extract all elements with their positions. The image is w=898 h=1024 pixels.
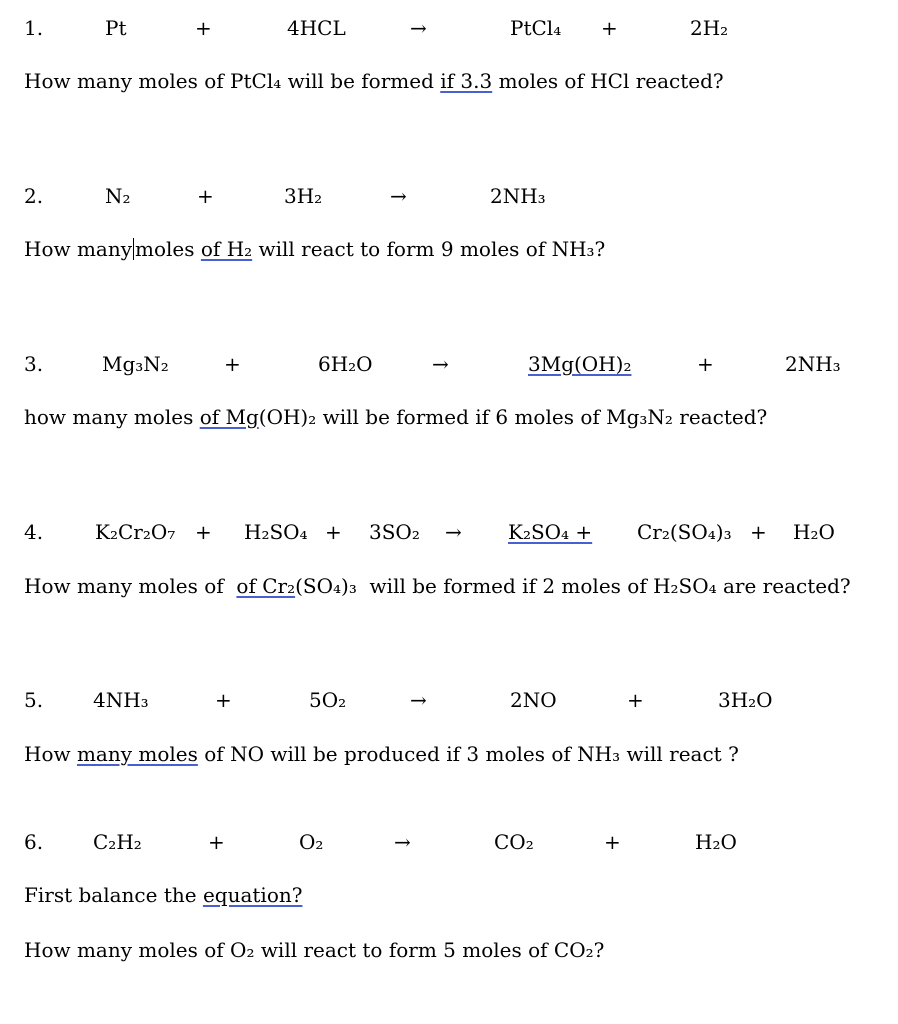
question-text: will react to form 9 moles of NH₃? bbox=[252, 237, 606, 261]
problem-number: 3. bbox=[24, 352, 44, 376]
question-5 bbox=[24, 739, 739, 769]
reactant: H₂SO₄ bbox=[244, 520, 308, 544]
underlined-text: equation? bbox=[202, 883, 303, 907]
question-text: of NO will be produced if 3 moles of NH₃ will react ? bbox=[197, 742, 739, 766]
reactant: Pt bbox=[105, 16, 127, 40]
plus-sign: + bbox=[208, 830, 225, 854]
underlined-text: of Mg bbox=[199, 405, 259, 429]
underlined-text: of H₂ bbox=[200, 237, 253, 261]
question-3 bbox=[24, 402, 767, 432]
reactant: Mg₃N₂ bbox=[102, 352, 169, 376]
underlined-text: many moles bbox=[76, 742, 198, 766]
problem-number: 2. bbox=[24, 184, 44, 208]
question-text: (SO₄)₃ will be formed if 2 moles of H₂SO₄ are reacted? bbox=[295, 574, 851, 598]
arrow-icon: → bbox=[410, 688, 427, 712]
arrow-icon: → bbox=[432, 352, 449, 376]
arrow-icon: → bbox=[394, 830, 411, 854]
product: K₂SO₄ + bbox=[508, 520, 593, 544]
reactant: O₂ bbox=[299, 830, 324, 854]
problem-number: 5. bbox=[24, 688, 44, 712]
question-text: (OH)₂ will be formed if 6 moles of Mg₃N₂ reacted? bbox=[258, 405, 768, 429]
question-text: How many bbox=[24, 237, 133, 261]
question-2 bbox=[24, 234, 605, 264]
question-text: how many moles bbox=[24, 405, 200, 429]
product: H₂O bbox=[695, 830, 737, 854]
equation-2 bbox=[0, 181, 898, 211]
arrow-icon: → bbox=[410, 16, 427, 40]
plus-sign: + bbox=[195, 16, 212, 40]
plus-sign: + bbox=[215, 688, 232, 712]
product: 2H₂ bbox=[690, 16, 729, 40]
reactant: 4HCL bbox=[287, 16, 346, 40]
product: 2NH₃ bbox=[490, 184, 546, 208]
plus-sign: + bbox=[697, 352, 714, 376]
reactant: 3SO₂ bbox=[369, 520, 420, 544]
equation-3 bbox=[0, 349, 898, 379]
reactant: N₂ bbox=[105, 184, 131, 208]
question-text: First balance the bbox=[24, 883, 203, 907]
product: H₂O bbox=[793, 520, 835, 544]
plus-sign: + bbox=[750, 520, 767, 544]
question-text: How many moles of PtCl₄ will be formed bbox=[24, 69, 441, 93]
underlined-text: of Cr₂ bbox=[236, 574, 296, 598]
product: 3H₂O bbox=[718, 688, 773, 712]
equation-4 bbox=[0, 517, 898, 547]
product: Cr₂(SO₄)₃ bbox=[637, 520, 732, 544]
reactant: 3H₂ bbox=[284, 184, 323, 208]
equation-1 bbox=[0, 13, 898, 43]
arrow-icon: → bbox=[445, 520, 462, 544]
instruction-6 bbox=[24, 880, 302, 910]
question-4 bbox=[24, 571, 851, 601]
question-text: moles of HCl reacted? bbox=[492, 69, 724, 93]
plus-sign: + bbox=[197, 184, 214, 208]
text-cursor bbox=[133, 238, 134, 260]
reactant: K₂Cr₂O₇ bbox=[95, 520, 176, 544]
question-text: How many moles of bbox=[24, 574, 237, 598]
problem-number: 1. bbox=[24, 16, 44, 40]
plus-sign: + bbox=[627, 688, 644, 712]
equation-5 bbox=[0, 685, 898, 715]
question-text: moles bbox=[135, 237, 201, 261]
plus-sign: + bbox=[325, 520, 342, 544]
product: 2NH₃ bbox=[785, 352, 841, 376]
reactant: 6H₂O bbox=[318, 352, 373, 376]
problem-number: 6. bbox=[24, 830, 44, 854]
reactant: 5O₂ bbox=[309, 688, 347, 712]
equation-6 bbox=[0, 827, 898, 857]
product: 2NO bbox=[510, 688, 557, 712]
question-6 bbox=[24, 935, 604, 965]
plus-sign: + bbox=[195, 520, 212, 544]
question-1 bbox=[24, 66, 724, 96]
product: CO₂ bbox=[494, 830, 534, 854]
product: PtCl₄ bbox=[510, 16, 562, 40]
question-text: How many moles of O₂ will react to form 5 moles of CO₂? bbox=[24, 938, 605, 962]
underlined-text: if 3.3 bbox=[440, 69, 493, 93]
reactant: C₂H₂ bbox=[93, 830, 142, 854]
product: 3Mg(OH)₂ bbox=[528, 352, 632, 376]
reactant: 4NH₃ bbox=[93, 688, 149, 712]
arrow-icon: → bbox=[390, 184, 407, 208]
problem-number: 4. bbox=[24, 520, 44, 544]
plus-sign: + bbox=[604, 830, 621, 854]
plus-sign: + bbox=[601, 16, 618, 40]
question-text: How bbox=[24, 742, 77, 766]
plus-sign: + bbox=[224, 352, 241, 376]
